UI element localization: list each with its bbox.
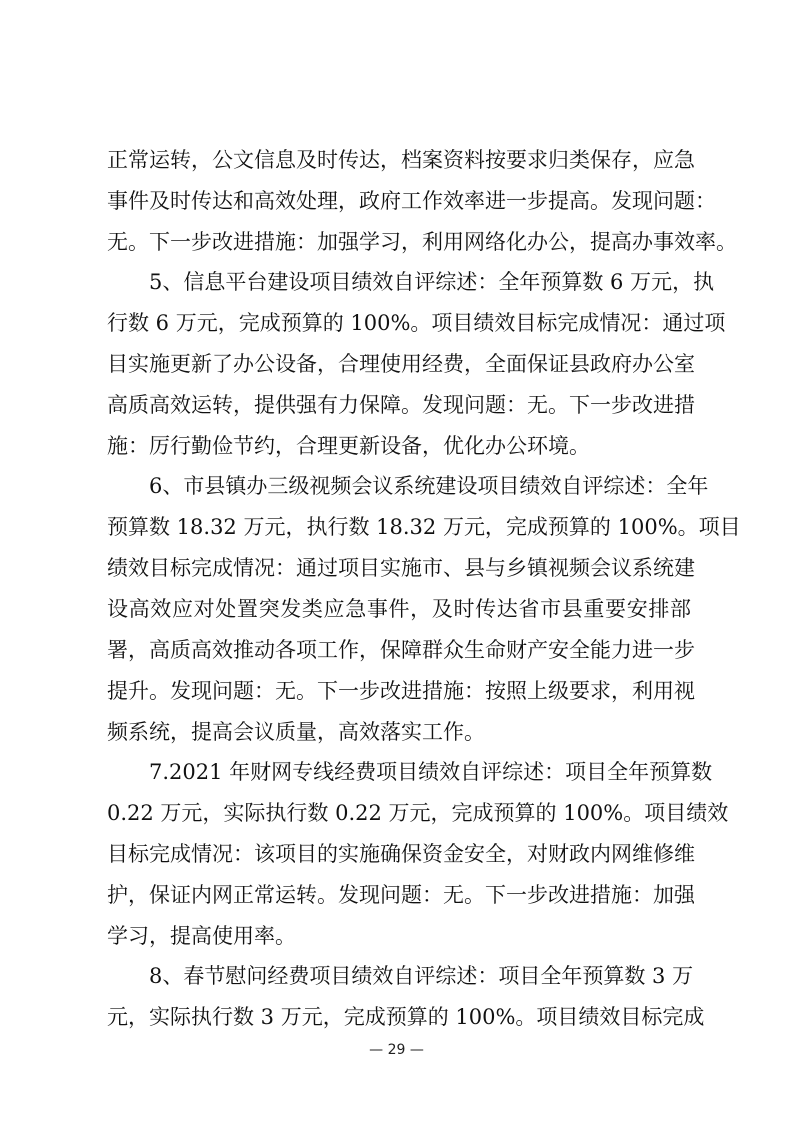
body-text-line: 行数 6 万元，完成预算的 100%。项目绩效目标完成情况：通过项 — [107, 311, 726, 335]
body-text-line: 学习，提高使用率。 — [107, 924, 296, 948]
body-text-line: 绩效目标完成情况：通过项目实施市、县与乡镇视频会议系统建 — [107, 556, 695, 580]
body-text-line: 施：厉行勤俭节约，合理更新设备，优化办公环境。 — [107, 434, 590, 458]
body-text-line: 提升。发现问题：无。下一步改进措施：按照上级要求，利用视 — [107, 679, 695, 703]
paragraph-6-first-line: 6、市县镇办三级视频会议系统建设项目绩效自评综述：全年 — [149, 474, 709, 498]
paragraph-5-first-line: 5、信息平台建设项目绩效自评综述：全年预算数 6 万元，执 — [149, 270, 715, 294]
body-text-line: 无。下一步改进措施：加强学习，利用网络化办公，提高办事效率。 — [107, 230, 737, 254]
body-text-line: 护，保证内网正常运转。发现问题：无。下一步改进措施：加强 — [107, 883, 695, 907]
body-text-line: 目实施更新了办公设备，合理使用经费，全面保证县政府办公室 — [107, 352, 695, 376]
body-text-line: 频系统，提高会议质量，高效落实工作。 — [107, 720, 485, 744]
body-text-line: 事件及时传达和高效处理，政府工作效率进一步提高。发现问题： — [107, 189, 716, 213]
body-text-line: 目标完成情况：该项目的实施确保资金安全，对财政内网维修维 — [107, 842, 695, 866]
page-number: — 29 — — [369, 1042, 424, 1058]
body-text-line: 0.22 万元，实际执行数 0.22 万元，完成预算的 100%。项目绩效 — [107, 801, 729, 825]
paragraph-7-first-line: 7.2021 年财网专线经费项目绩效自评综述：项目全年预算数 — [149, 760, 713, 784]
body-text-line: 正常运转，公文信息及时传达，档案资料按要求归类保存，应急 — [107, 148, 695, 172]
body-text-line: 预算数 18.32 万元，执行数 18.32 万元，完成预算的 100%。项目 — [107, 515, 741, 539]
body-text-line: 高质高效运转，提供强有力保障。发现问题：无。下一步改进措 — [107, 393, 695, 417]
body-text-line: 设高效应对处置突发类应急事件，及时传达省市县重要安排部 — [107, 597, 691, 621]
paragraph-8-first-line: 8、春节慰问经费项目绩效自评综述：项目全年预算数 3 万 — [149, 964, 694, 988]
body-text-line: 署，高质高效推动各项工作，保障群众生命财产安全能力进一步 — [107, 638, 695, 662]
body-text-line: 元，实际执行数 3 万元，完成预算的 100%。项目绩效目标完成 — [107, 1005, 705, 1029]
